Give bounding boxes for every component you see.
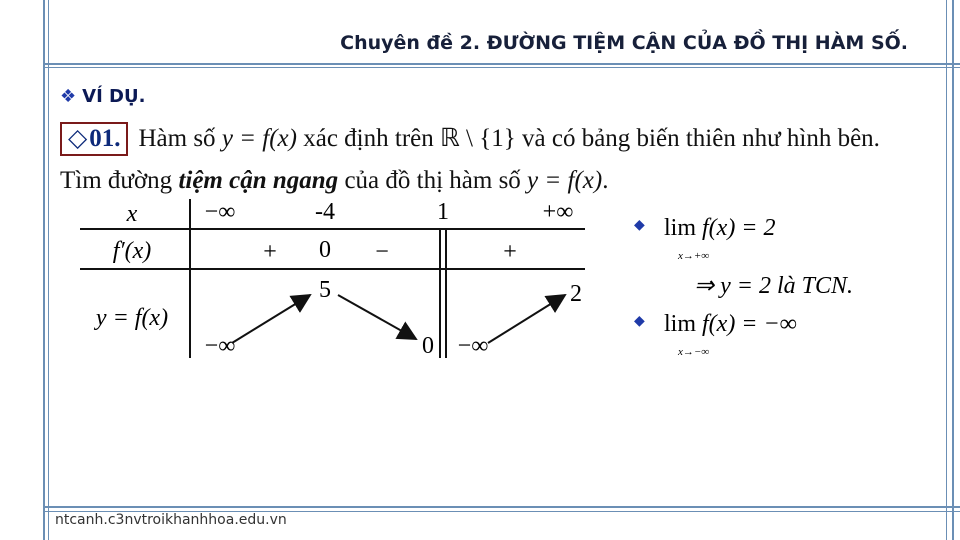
domain-expression: ℝ \ {1} (440, 125, 516, 152)
frame-left-inner (48, 0, 49, 540)
x-value-minus-4: -4 (315, 199, 335, 225)
fprime-sign-2: − (375, 239, 389, 265)
row-label-fprime: f′(x) (112, 238, 152, 264)
conclusion-text: ⇒ y = 2 là TCN. (694, 273, 853, 299)
problem-statement (60, 118, 910, 202)
frame-left-outer (43, 0, 45, 540)
diamond-outline-icon: ◇ (68, 125, 88, 152)
fprime-zero: 0 (319, 237, 331, 263)
function-expression-2: y = f(x) (527, 167, 603, 194)
fprime-sign-1: + (263, 239, 277, 265)
x-value-pos-inf: +∞ (542, 199, 574, 225)
row-label-x: x (126, 201, 138, 227)
limit2-expression: f(x) = −∞ (702, 311, 797, 337)
increase-arrow-1 (232, 295, 310, 343)
fprime-sign-3: + (503, 239, 517, 265)
limit1-expression: f(x) = 2 (702, 215, 776, 241)
bullet-icon-2: ◆ (634, 314, 645, 329)
problem-number-box (60, 122, 128, 156)
problem-text-d: của đồ thị hàm số (338, 167, 528, 194)
f-value-left-start: −∞ (204, 333, 236, 359)
increase-arrow-2 (488, 295, 565, 343)
frame-top-rule (43, 63, 960, 65)
f-value-right-limit: 2 (570, 281, 582, 307)
solution-panel (628, 205, 928, 365)
x-value-neg-inf: −∞ (204, 199, 236, 225)
diamond-bullet-icon: ❖ (60, 86, 77, 107)
page-title: Chuyên đề 2. ĐƯỜNG TIỆM CẬN CỦA ĐỒ THỊ HÀM SỐ. (340, 32, 908, 54)
row-label-f: y = f(x) (95, 305, 169, 331)
function-expression: y = f(x) (221, 125, 297, 152)
emphasis-term: tiệm cận ngang (178, 167, 339, 194)
f-value-right-of-1: −∞ (457, 333, 489, 359)
problem-text-c: và có bảng biến thiên như hình bên. Tìm đường (60, 125, 880, 194)
variation-table (70, 195, 590, 365)
bullet-icon-1: ◆ (634, 218, 645, 233)
limit1-subscript: x→+∞ (678, 250, 710, 262)
problem-number: 01. (89, 125, 121, 152)
frame-right-inner (946, 0, 947, 540)
limit2-word: lim (664, 311, 697, 337)
problem-text-b: xác định trên (296, 125, 440, 152)
problem-end: . (602, 167, 609, 194)
footer-site-link[interactable]: ntcanh.c3nvtroikhanhhoa.edu.vn (55, 512, 287, 528)
section-heading (60, 86, 145, 107)
f-value-left-of-1: 0 (422, 333, 434, 359)
frame-bottom-rule (43, 506, 960, 508)
f-value-max: 5 (319, 277, 331, 303)
problem-text-a: Hàm số (138, 125, 222, 152)
x-value-1: 1 (437, 199, 449, 225)
decrease-arrow (338, 295, 416, 339)
frame-right-outer (952, 0, 954, 540)
frame-top-rule-thin (43, 67, 960, 68)
limit1-word: lim (664, 215, 697, 241)
limit2-subscript: x→−∞ (678, 346, 710, 358)
section-label: VÍ DỤ. (82, 86, 146, 107)
